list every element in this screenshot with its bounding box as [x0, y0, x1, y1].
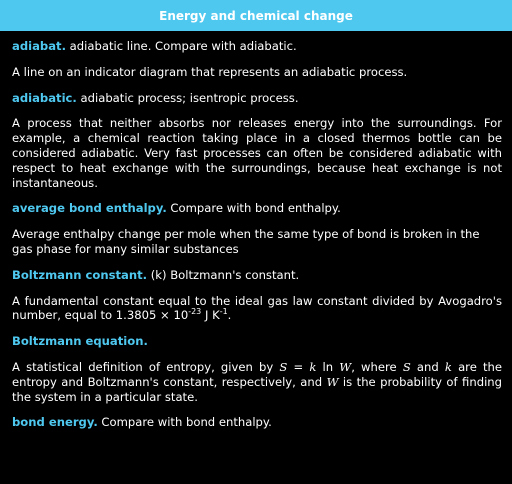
entry-note: adiabatic process; isentropic process. — [76, 90, 299, 105]
term-link-adiabatic[interactable]: adiabatic. — [12, 90, 77, 105]
app-header — [0, 0, 512, 31]
definition-text: A fundamental constant equal to the ideal gas law constant divided by Avogadro's number, equal to 1.3805 × 10 — [12, 293, 502, 323]
entry-definition: Average enthalpy change per mole when the same type of bond is broken in the gas phase for many similar substances — [12, 227, 480, 256]
entry-boltzmann-constant — [12, 268, 502, 283]
entry-note: Compare with bond enthalpy. — [166, 201, 341, 216]
definition-text: ln — [316, 359, 340, 374]
entry-adiabatic — [12, 91, 502, 106]
entry-definition — [12, 294, 502, 324]
entry-note: (k) Boltzmann's constant. — [147, 267, 300, 282]
entry-note: adiabatic line. Compare with adiabatic. — [66, 39, 297, 53]
math-symbol: S — [279, 359, 288, 374]
entry-boltzmann-equation — [12, 334, 502, 349]
math-symbol: W — [326, 374, 339, 389]
math-symbol: k — [444, 359, 452, 374]
math-symbol: W — [339, 359, 352, 374]
exponent: -23 — [188, 307, 202, 317]
term-link-boltzmann-constant[interactable]: Boltzmann constant. — [12, 267, 148, 282]
definition-text: are the entropy and Boltzmann's constant, respectively, and — [12, 359, 503, 389]
entry-average-bond-enthalpy — [12, 201, 502, 216]
entry-note: Compare with bond enthalpy. — [97, 415, 272, 430]
glossary-content[interactable] — [0, 31, 512, 484]
definition-text: = — [287, 359, 310, 374]
page-title: Energy and chemical change — [159, 8, 353, 23]
entry-definition: A line on an indicator diagram that represents an adiabatic process. — [12, 64, 408, 79]
definition-text: , where — [351, 359, 403, 374]
math-symbol: S — [402, 359, 411, 374]
entry-definition: A process that neither absorbs nor releases energy into the surroundings. For example, a chemical reaction taking place in a closed thermos bottle can be considered adiabatic. Very fast processes can often be considered adiabatic with respect to heat exchange with the surroundings, because heat exchange is not instantaneous. — [12, 116, 502, 190]
definition-text: A statistical definition of entropy, given by — [12, 359, 280, 374]
term-link-boltzmann-equation[interactable]: Boltzmann equation. — [12, 334, 148, 349]
definition-text: J K — [201, 308, 220, 323]
definition-text: . — [227, 308, 232, 323]
definition-text: and — [410, 359, 445, 374]
definition-text: is the probability of finding the system in a particular state. — [12, 374, 502, 404]
term-link-adiabat[interactable]: adiabat. — [12, 39, 66, 53]
term-link-average-bond-enthalpy[interactable]: average bond enthalpy. — [12, 201, 167, 216]
entry-bond-energy — [12, 415, 502, 430]
entry-definition — [12, 360, 502, 404]
exponent: -1 — [219, 307, 228, 317]
term-link-bond-energy[interactable]: bond energy. — [12, 415, 98, 430]
math-symbol: k — [309, 359, 317, 374]
entry-adiabat — [12, 39, 502, 54]
